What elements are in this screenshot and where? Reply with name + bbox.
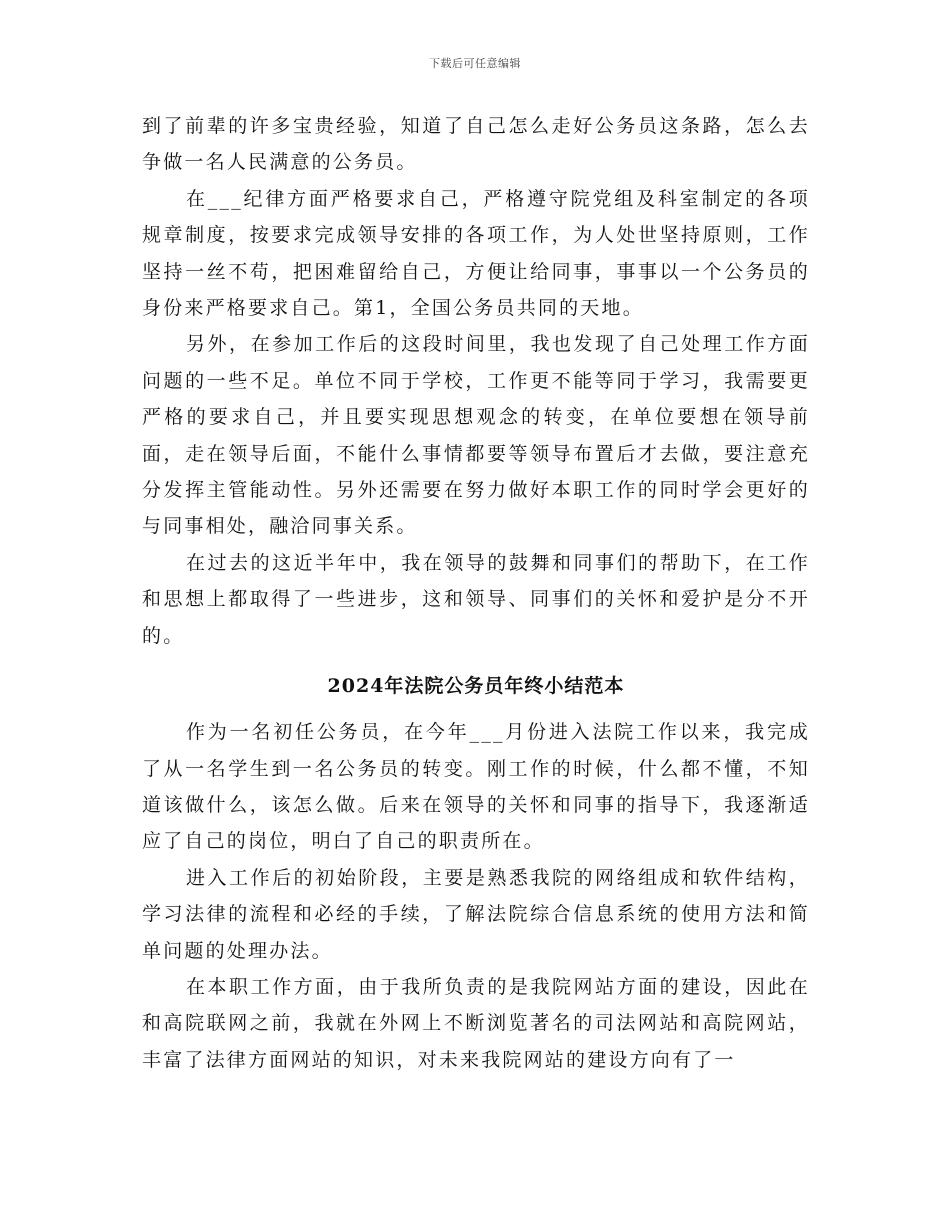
paragraph-shortcomings: 另外，在参加工作后的这段时间里，我也发现了自己处理工作方面问题的一些不足。单位不同于学校，工作更不能等同于学习，我需要更严格的要求自己，并且要实现思想观念的转变，在单位要想在领导前面，走在领导后面，不能什么事情都要等领导布置后才去做，要注意充分发挥主管能动性。另外还需要在努力做好本职工作的同时学会更好的与同事相处，融洽同事关系。 bbox=[142, 333, 810, 538]
section-title: 2024年法院公务员年终小结范本 bbox=[327, 675, 625, 698]
header-note: 下载后可任意编辑 bbox=[429, 57, 521, 70]
paragraph-initial-stage: 进入工作后的初始阶段，主要是熟悉我院的网络组成和软件结构，学习法律的流程和必经的手续，了解法院综合信息系统的使用方法和简单问题的处理办法。 bbox=[142, 866, 810, 962]
paragraph-progress: 在过去的这近半年中，我在领导的鼓舞和同事们的帮助下，在工作和思想上都取得了一些进步，这和领导、同事们的关怀和爱护是分不开的。 bbox=[142, 551, 810, 647]
document-body bbox=[142, 108, 810, 1078]
paragraph-discipline: 在___纪律方面严格要求自己，严格遵守院党组及科室制定的各项规章制度，按要求完成领导安排的各项工作，为人处世坚持原则，工作坚持一丝不苟，把困难留给自己，方便让给同事，事事以一个公务员的身份来严格要求自己。第1，全国公务员共同的天地。 bbox=[142, 187, 810, 320]
paragraph-website-work: 在本职工作方面，由于我所负责的是我院网站方面的建设，因此在和高院联网之前，我就在外网上不断浏览著名的司法网站和高院网站，丰富了法律方面网站的知识，对未来我院网站的建设方向有了一 bbox=[142, 975, 810, 1071]
paragraph-continuation: 到了前辈的许多宝贵经验，知道了自己怎么走好公务员这条路，怎么去争做一名人民满意的公务员。 bbox=[142, 115, 810, 174]
paragraph-intro: 作为一名初任公务员，在今年___月份进入法院工作以来，我完成了从一名学生到一名公务员的转变。刚工作的时候，什么都不懂，不知道该做什么，该怎么做。后来在领导的关怀和同事的指导下，我逐渐适应了自己的岗位，明白了自己的职责所在。 bbox=[142, 721, 810, 853]
